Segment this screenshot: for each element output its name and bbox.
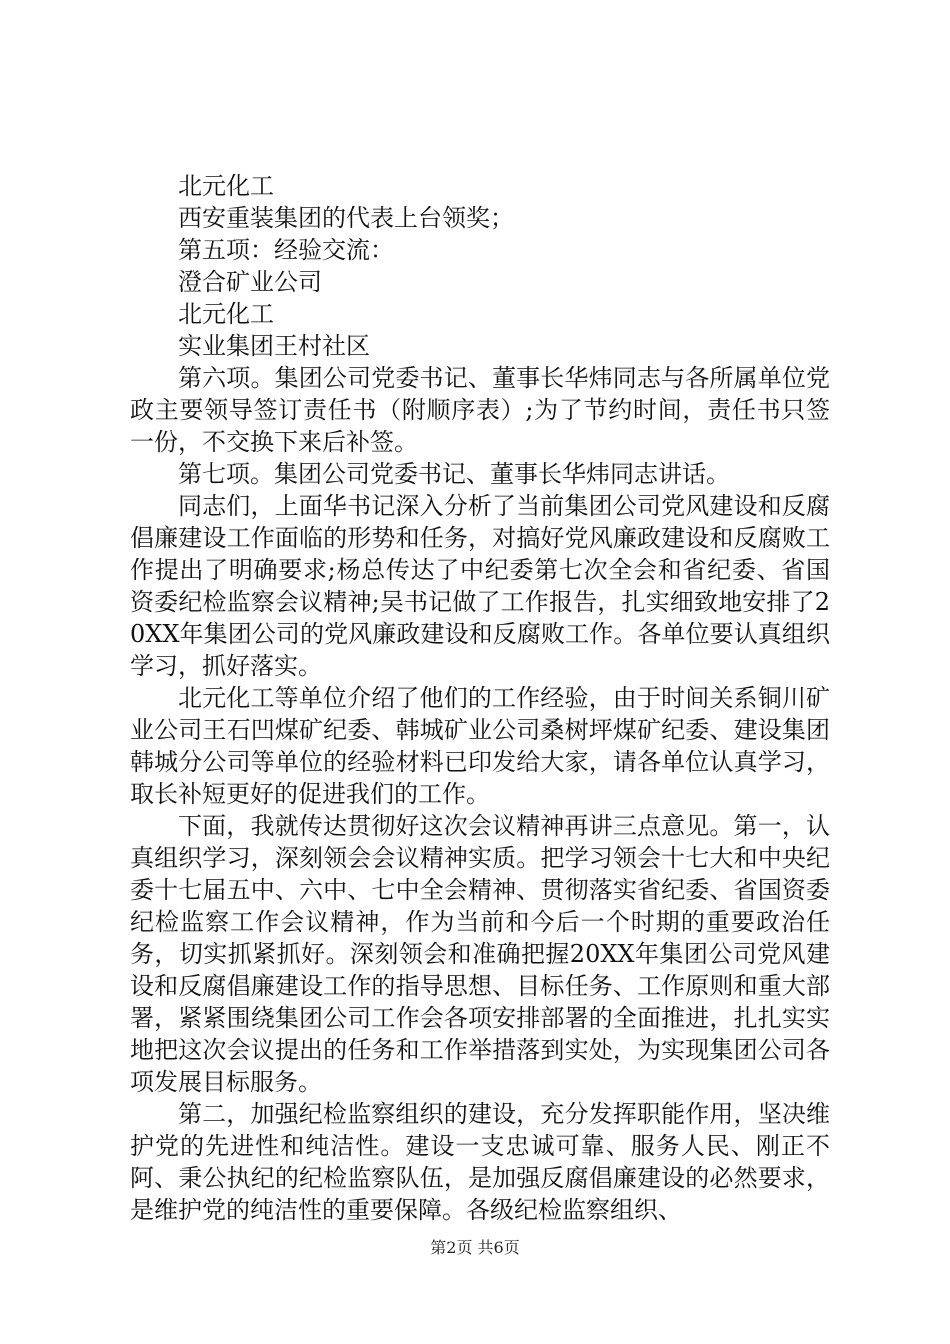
paragraph: 同志们，上面华书记深入分析了当前集团公司党风建设和反腐倡廉建设工作面临的形势和任务，对搞好党风廉政建设和反腐败工作提出了明确要求;杨总传达了中纪委第七次全会和省纪委、省国资委纪检监察会议精神;吴书记做了工作报告，扎实细致地安排了20XX年集团公司的党风廉政建设和反腐败工作。各单位要认真组织学习，抓好落实。 xyxy=(130,492,830,680)
text-line: 北元化工 xyxy=(178,300,274,328)
paragraph: 第六项。集团公司党委书记、董事长华炜同志与各所属单位党政主要领导签订责任书（附顺序表）;为了节约时间，责任书只签一份，不交换下来后补签。 xyxy=(130,364,830,456)
text-line: 澄合矿业公司 xyxy=(178,268,322,296)
paragraph: 北元化工等单位介绍了他们的工作经验，由于时间关系铜川矿业公司王石凹煤矿纪委、韩城矿业公司桑树坪煤矿纪委、建设集团韩城分公司等单位的经验材料已印发给大家，请各单位认真学习，取长补短更好的促进我们的工作。 xyxy=(130,684,830,808)
page-footer: 第2页 共6页 xyxy=(430,1238,520,1257)
text-line: 第五项：经验交流： xyxy=(178,236,394,264)
paragraph: 第二，加强纪检监察组织的建设，充分发挥职能作用，坚决维护党的先进性和纯洁性。建设一支忠诚可靠、服务人民、刚正不阿、秉公执纪的纪检监察队伍，是加强反腐倡廉建设的必然要求，是维护党的纯洁性的重要保障。各级纪检监察组织、 xyxy=(130,1100,830,1224)
document-body xyxy=(130,170,830,1226)
paragraph: 第七项。集团公司党委书记、董事长华炜同志讲话。 xyxy=(178,460,730,488)
text-line: 北元化工 xyxy=(178,172,274,200)
paragraph: 下面，我就传达贯彻好这次会议精神再讲三点意见。第一，认真组织学习，深刻领会会议精神实质。把学习领会十七大和中央纪委十七届五中、六中、七中全会精神、贯彻落实省纪委、省国资委纪检监察工作会议精神，作为当前和今后一个时期的重要政治任务，切实抓紧抓好。深刻领会和准确把握20XX年集团公司党风建设和反腐倡廉建设工作的指导思想、目标任务、工作原则和重大部署，紧紧围绕集团公司工作会各项安排部署的全面推进，扎扎实实地把这次会议提出的任务和工作举措落到实处，为实现集团公司各项发展目标服务。 xyxy=(130,812,830,1096)
text-line: 西安重装集团的代表上台领奖； xyxy=(178,204,514,232)
text-line: 实业集团王村社区 xyxy=(178,332,370,360)
